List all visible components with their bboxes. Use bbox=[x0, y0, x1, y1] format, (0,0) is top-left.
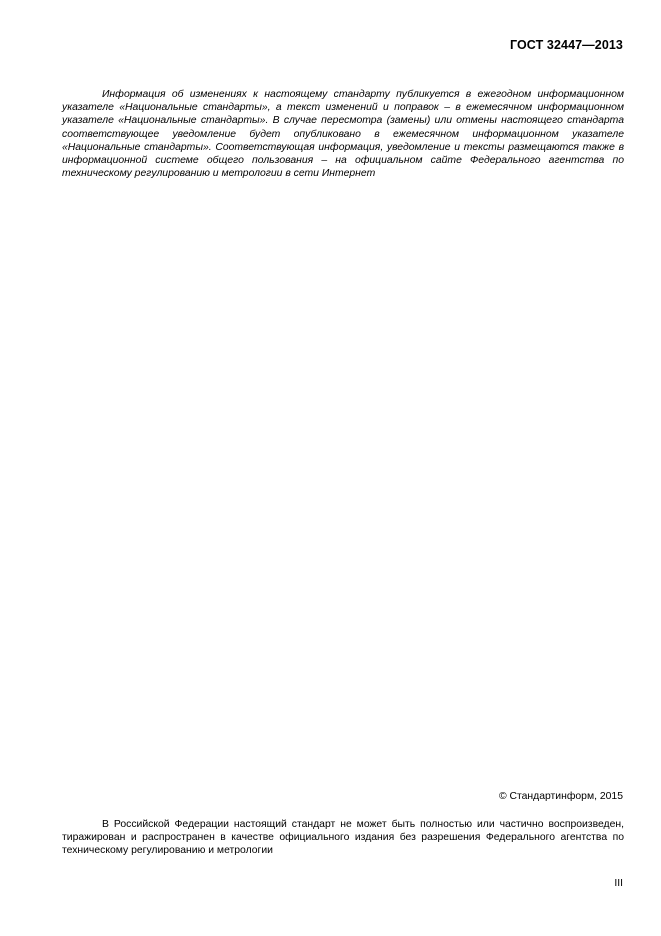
standard-code-header: ГОСТ 32447—2013 bbox=[509, 38, 623, 52]
copyright-line: © Стандартинформ, 2015 bbox=[498, 791, 623, 802]
reproduction-rights-paragraph: В Российской Федерации настоящий стандарт не может быть полностью или частично воспроизведен, тиражирован и распространен в качестве официального издания без разрешения Федерального агентства по техническому регулированию и метрологии bbox=[62, 819, 624, 857]
page-number: III bbox=[614, 878, 623, 889]
amendments-notice-paragraph: Информация об изменениях к настоящему стандарту публикуется в ежегодном информационном указателе «Национальные стандарты», а текст изменений и поправок – в ежемесячном информационном указателе «Национальные стандарты». В случае пересмотра (замены) или отмены настоящего стандарта соответствующее уведомление будет опубликовано в ежемесячном информационном указателе «Национальные стандарты». Соответствующая информация, уведомление и тексты размещаются также в информационной системе общего пользования – на официальном сайте Федерального агентства по техническому регулированию и метрологии в сети Интернет bbox=[62, 89, 624, 180]
